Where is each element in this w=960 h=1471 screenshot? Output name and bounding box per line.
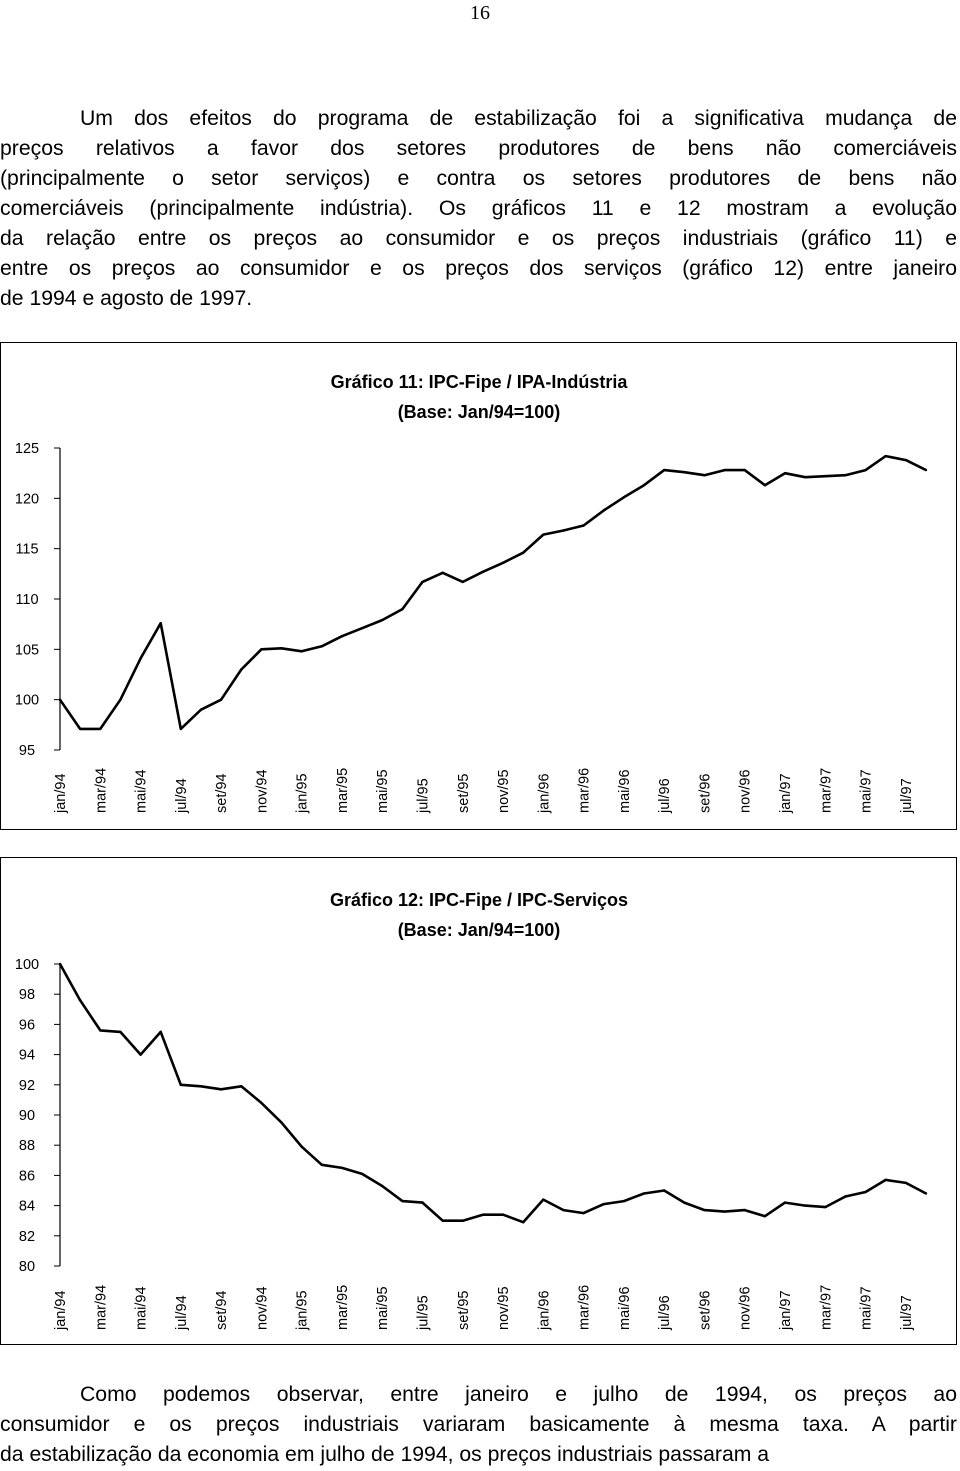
data-point (180, 728, 182, 730)
data-point (744, 1209, 746, 1211)
x-tick-label: set/96 (697, 773, 714, 813)
x-tick-label: jul/94 (173, 1295, 190, 1330)
data-point (804, 1204, 806, 1206)
data-point (119, 699, 121, 701)
chart-svg (1, 858, 956, 1344)
y-tick-label: 86 (18, 1168, 36, 1185)
x-tick-label: jul/94 (173, 778, 190, 813)
data-point (804, 476, 806, 478)
data-point (603, 509, 605, 511)
chart-svg (1, 343, 956, 829)
x-tick-label: nov/95 (496, 769, 513, 813)
data-point (603, 1203, 605, 1205)
data-point (280, 1121, 282, 1123)
x-tick-label: set/96 (697, 1290, 714, 1330)
data-point (683, 471, 685, 473)
paragraph-line: Como podemos observar, entre janeiro e julho de 1994, os preços ao (80, 1383, 957, 1406)
data-point (462, 581, 464, 583)
data-point (522, 552, 524, 554)
y-tick-label: 125 (14, 441, 40, 457)
x-tick-label: mai/94 (133, 769, 150, 813)
data-point (442, 1220, 444, 1222)
x-tick-label: mai/95 (375, 1286, 392, 1330)
data-point (744, 469, 746, 471)
data-point (643, 1192, 645, 1194)
x-tick-label: nov/95 (496, 1286, 513, 1330)
data-point (240, 1085, 242, 1087)
chart-ipc-ipc-servicos (0, 857, 957, 1345)
x-tick-label: mai/96 (616, 1286, 633, 1330)
data-point (139, 657, 141, 659)
chart-title-line: Gráfico 11: IPC-Fipe / IPA-Indústria (330, 372, 628, 392)
x-tick-label: jul/96 (657, 778, 674, 813)
x-tick-label: set/95 (455, 773, 472, 813)
x-tick-label: nov/96 (737, 769, 754, 813)
data-point (160, 622, 162, 624)
data-point (381, 619, 383, 621)
y-tick-label: 120 (14, 491, 40, 508)
paragraph-line: preços relativos a favor dos setores produtores de bens não comerciáveis (0, 137, 957, 160)
x-tick-label: mai/95 (375, 769, 392, 813)
data-point (885, 455, 887, 457)
data-point (99, 1029, 101, 1031)
data-point (160, 1031, 162, 1033)
x-tick-label: mar/97 (818, 1284, 835, 1330)
y-tick-label: 115 (15, 541, 39, 558)
data-point (905, 1182, 907, 1184)
data-point (925, 469, 927, 471)
data-point (341, 635, 343, 637)
data-point (562, 529, 564, 531)
x-tick-label: mai/94 (133, 1286, 150, 1330)
x-tick-label: mai/97 (858, 1286, 875, 1330)
y-tick-label: 100 (14, 692, 40, 709)
paragraph-line: (principalmente o setor serviços) e contra os setores produtores de bens não (0, 167, 957, 190)
data-point (703, 474, 705, 476)
data-point (240, 668, 242, 670)
data-point (764, 1215, 766, 1217)
y-tick-label: 94 (18, 1047, 36, 1064)
data-point (905, 459, 907, 461)
series-line (60, 456, 926, 729)
x-tick-label: jan/95 (294, 1290, 311, 1330)
data-point (864, 1191, 866, 1193)
paragraph-line: Um dos efeitos do programa de estabilização foi a significativa mudança de (80, 107, 957, 130)
data-point (522, 1221, 524, 1223)
data-point (321, 1164, 323, 1166)
data-point (341, 1167, 343, 1169)
x-tick-label: jan/97 (778, 1290, 795, 1330)
intro-paragraph (0, 104, 957, 314)
data-point (784, 472, 786, 474)
x-tick-label: mar/94 (93, 767, 110, 813)
paragraph-line: de 1994 e agosto de 1997. (0, 287, 253, 310)
y-tick-label: 98 (18, 987, 36, 1004)
paragraph-line: da estabilização da economia em julho de 1994, os preços industriais passaram a (0, 1443, 770, 1466)
x-tick-label: jan/94 (53, 773, 69, 813)
y-tick-label: 95 (18, 743, 36, 759)
y-tick-label: 90 (18, 1108, 36, 1124)
conclusion-paragraph (0, 1380, 957, 1470)
data-point (99, 728, 101, 730)
data-point (401, 1200, 403, 1202)
series-line (60, 964, 926, 1222)
x-tick-label: jan/96 (536, 1290, 553, 1330)
paragraph-line: da relação entre os preços ao consumidor e os preços industriais (gráfico 11) e (0, 227, 957, 250)
data-point (885, 1179, 887, 1181)
data-point (623, 496, 625, 498)
data-point (683, 1201, 685, 1203)
x-tick-label: mar/94 (93, 1284, 110, 1330)
x-tick-label: jan/94 (53, 1290, 69, 1330)
data-point (482, 1214, 484, 1216)
data-point (119, 1031, 121, 1033)
data-point (321, 645, 323, 647)
paragraph-line: entre os preços ao consumidor e os preços dos serviços (gráfico 12) entre janeiro (0, 257, 957, 280)
y-tick-label: 110 (15, 592, 39, 608)
data-point (723, 469, 725, 471)
data-point (200, 709, 202, 711)
data-point (703, 1209, 705, 1211)
y-tick-label: 96 (18, 1017, 36, 1034)
y-tick-label: 88 (18, 1138, 36, 1155)
data-point (824, 1206, 826, 1208)
x-tick-label: jan/97 (778, 773, 795, 813)
data-point (139, 1053, 141, 1055)
data-point (663, 1189, 665, 1191)
data-point (381, 1185, 383, 1187)
data-point (844, 1195, 846, 1197)
data-point (582, 524, 584, 526)
data-point (301, 1146, 303, 1148)
data-point (280, 647, 282, 649)
data-point (301, 650, 303, 652)
x-tick-label: mar/96 (576, 767, 593, 813)
chart-ipc-ipa-industria (0, 342, 957, 830)
x-tick-label: mar/95 (334, 767, 351, 813)
x-tick-label: nov/94 (254, 769, 271, 813)
data-point (180, 1084, 182, 1086)
data-point (844, 474, 846, 476)
y-tick-label: 84 (18, 1198, 36, 1215)
x-tick-label: jul/97 (898, 1295, 915, 1330)
data-point (482, 571, 484, 573)
data-point (361, 627, 363, 629)
data-point (442, 572, 444, 574)
x-tick-label: nov/94 (254, 1286, 271, 1330)
data-point (643, 484, 645, 486)
data-point (663, 469, 665, 471)
data-point (401, 608, 403, 610)
page-number: 16 (470, 2, 490, 24)
data-point (260, 648, 262, 650)
data-point (723, 1210, 725, 1212)
x-tick-label: mai/96 (616, 769, 633, 813)
chart-title-line: Gráfico 12: IPC-Fipe / IPC-Serviços (329, 890, 629, 910)
data-point (59, 699, 61, 701)
x-tick-label: mar/97 (818, 767, 835, 813)
x-tick-label: set/94 (214, 1290, 231, 1330)
x-tick-label: nov/96 (737, 1286, 754, 1330)
y-tick-label: 105 (14, 642, 40, 659)
data-point (502, 562, 504, 564)
data-point (925, 1192, 927, 1194)
x-tick-label: mar/96 (576, 1284, 593, 1330)
x-tick-label: jan/95 (294, 773, 311, 813)
paragraph-line: comerciáveis (principalmente indústria). Os gráficos 11 e 12 mostram a evolução (0, 197, 957, 220)
x-tick-label: jan/96 (536, 773, 553, 813)
data-point (623, 1200, 625, 1202)
x-tick-label: mar/95 (334, 1284, 351, 1330)
x-tick-label: mai/97 (858, 769, 875, 813)
x-tick-label: set/94 (214, 773, 231, 813)
data-point (79, 999, 81, 1001)
data-point (220, 1088, 222, 1090)
data-point (784, 1201, 786, 1203)
paragraph-line: consumidor e os preços industriais variaram basicamente à mesma taxa. A partir (0, 1413, 957, 1436)
data-point (361, 1173, 363, 1175)
x-tick-label: set/95 (455, 1290, 472, 1330)
data-point (220, 699, 222, 701)
data-point (200, 1085, 202, 1087)
x-tick-label: jul/95 (415, 778, 432, 813)
y-tick-label: 100 (14, 957, 40, 973)
data-point (764, 484, 766, 486)
y-tick-label: 82 (18, 1228, 36, 1245)
data-point (542, 1198, 544, 1200)
data-point (79, 728, 81, 730)
x-tick-label: jul/96 (657, 1295, 674, 1330)
x-tick-label: jul/97 (898, 778, 915, 813)
data-point (864, 469, 866, 471)
data-point (582, 1212, 584, 1214)
data-point (824, 475, 826, 477)
data-point (562, 1209, 564, 1211)
data-point (502, 1214, 504, 1216)
chart-title-line: (Base: Jan/94=100) (397, 402, 561, 422)
x-tick-label: jul/95 (415, 1295, 432, 1330)
data-point (421, 581, 423, 583)
data-point (542, 533, 544, 535)
chart-title-line: (Base: Jan/94=100) (397, 920, 561, 940)
data-point (421, 1201, 423, 1203)
y-tick-label: 80 (18, 1259, 36, 1275)
y-tick-label: 92 (18, 1077, 36, 1094)
data-point (462, 1220, 464, 1222)
data-point (59, 963, 61, 965)
data-point (260, 1102, 262, 1104)
